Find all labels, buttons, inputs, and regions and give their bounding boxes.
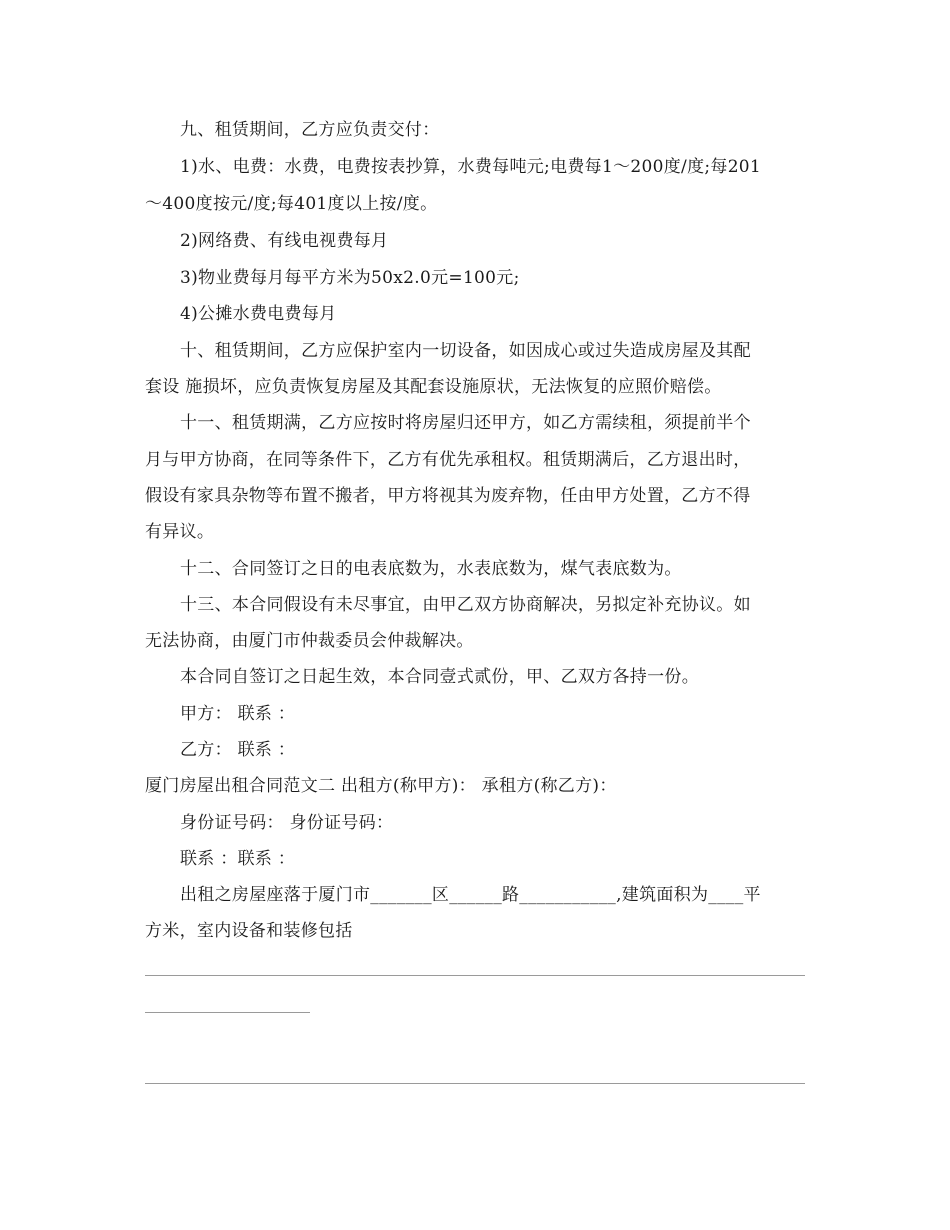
clause-11: 十一、租赁期满，乙方应按时将房屋归还甲方，如乙方需续租，须提前半个 [180, 413, 751, 433]
property-location-cont: 方米，室内设备和装修包括 [145, 921, 353, 941]
clause-9-item-2: 2)网络费、有线电视费每月 [180, 231, 389, 251]
clause-9-item-1: 1)水、电费：水费，电费按表抄算，水费每吨元;电费每1～200度/度;每201 [180, 157, 762, 177]
clause-11-cont-2: 假设有家具杂物等布置不搬者，甲方将视其为废弃物，任由甲方处置，乙方不得 [145, 486, 751, 506]
fill-in-rule-1 [145, 975, 805, 976]
clause-13-cont: 无法协商，由厦门市仲裁委员会仲裁解决。 [145, 631, 474, 651]
party-a-signature-line: 甲方： 联系 ： [180, 704, 296, 724]
clause-12: 十二、合同签订之日的电表底数为，水表底数为，煤气表底数为。 [180, 559, 682, 579]
fill-in-rule-2 [145, 1012, 310, 1013]
clause-10-cont: 套设 施损坏，应负责恢复房屋及其配套设施原状，无法恢复的应照价赔偿。 [145, 377, 722, 397]
second-template-heading: 厦门房屋出租合同范文二 出租方(称甲方)： 承租方(称乙方)： [145, 776, 617, 796]
contact-line: 联系 ：联系 ： [180, 849, 296, 869]
clause-9-item-1-cont: ～400度按元/度;每401度以上按/度。 [145, 194, 438, 214]
clause-9-item-4: 4)公摊水费电费每月 [180, 304, 337, 324]
party-b-signature-line: 乙方： 联系 ： [180, 740, 296, 760]
clause-10: 十、租赁期间，乙方应保护室内一切设备，如因成心或过失造成房屋及其配 [180, 341, 751, 361]
property-location-line: 出租之房屋座落于厦门市_______区______路___________,建筑面积为____平 [180, 885, 761, 905]
clause-13: 十三、本合同假设有未尽事宜，由甲乙双方协商解决，另拟定补充协议。如 [180, 595, 751, 615]
clause-11-cont-3: 有异议。 [145, 522, 215, 542]
clause-11-cont-1: 月与甲方协商，在同等条件下，乙方有优先承租权。租赁期满后，乙方退出时， [145, 450, 751, 470]
clause-9-heading: 九、租赁期间，乙方应负责交付： [180, 120, 440, 140]
effective-clause: 本合同自签订之日起生效，本合同壹式贰份，甲、乙双方各持一份。 [180, 667, 699, 687]
clause-9-item-3: 3)物业费每月每平方米为50x2.0元=100元; [180, 268, 520, 288]
fill-in-rule-3 [145, 1083, 805, 1084]
id-number-line: 身份证号码： 身份证号码： [180, 813, 394, 833]
